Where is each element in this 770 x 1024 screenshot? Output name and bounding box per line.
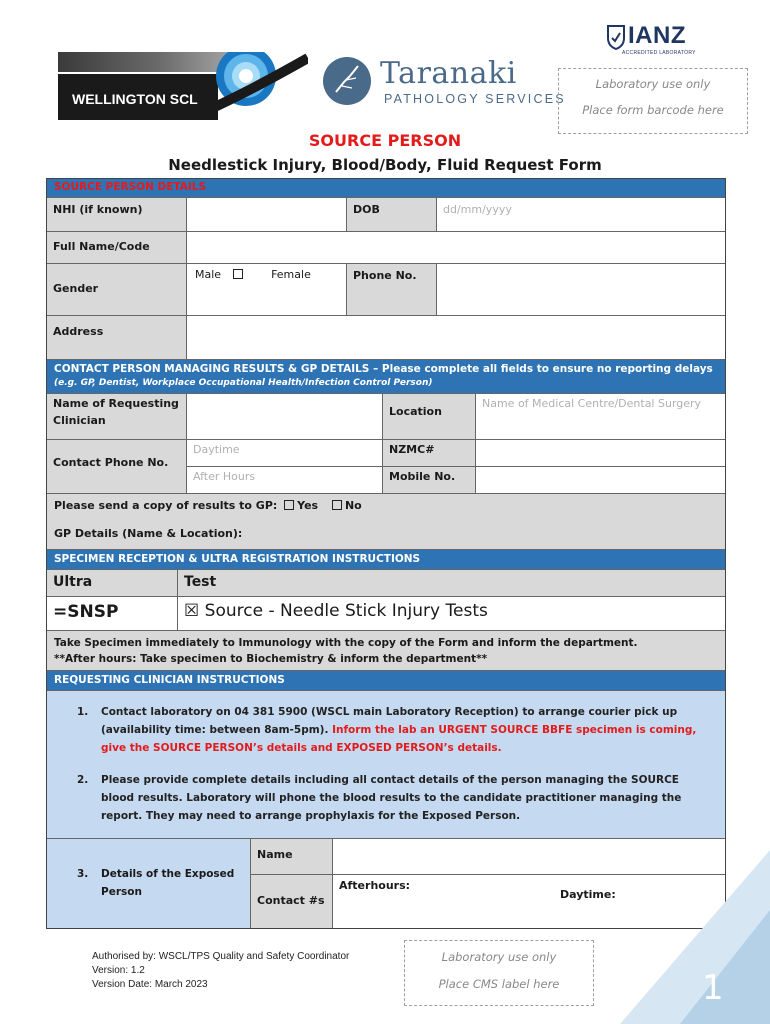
nzmc-mobile-fields [475, 440, 725, 493]
instructions-list [47, 691, 725, 849]
afterhours-phone-field[interactable] [187, 467, 382, 493]
taranaki-emblem-icon [322, 56, 372, 106]
nzmc-mobile-labels [382, 440, 475, 493]
requesting-clinician-field[interactable] [186, 394, 382, 439]
phone-field[interactable] [436, 264, 725, 315]
ultra-header: Ultra [53, 574, 93, 590]
exposed-person-labels [250, 839, 332, 928]
gender-row [47, 263, 725, 315]
specimen-note-line2: **After hours: Take specimen to Biochemistry & inform the department** [54, 653, 488, 665]
instruction-3-number: 3. [77, 868, 89, 880]
location-label: Location [382, 394, 475, 439]
specimen-heading: SPECIMEN RECEPTION & ULTRA REGISTRATION INSTRUCTIONS [47, 550, 725, 569]
instruction-item-2 [77, 771, 705, 825]
instruction-item-1 [77, 703, 705, 757]
gp-copy-row [47, 493, 725, 549]
specimen-note [54, 635, 638, 667]
lab-use-label-bottom: Laboratory use only [441, 950, 557, 964]
ultra-test-header-row [47, 569, 725, 596]
full-name-field[interactable] [186, 232, 725, 263]
gender-female-label: Female [271, 268, 311, 281]
gender-options [186, 264, 346, 315]
address-row [47, 315, 725, 359]
address-label: Address [47, 316, 186, 359]
tps-subtitle: PATHOLOGY SERVICES [384, 92, 566, 106]
footer-version-date: Version Date: March 2023 [92, 979, 208, 990]
lab-use-label: Laboratory use only [595, 77, 711, 91]
contact-section-heading-row [47, 359, 725, 393]
clinician-heading-row [47, 670, 725, 690]
request-form [46, 178, 726, 929]
afterhours-placeholder: After Hours [193, 470, 256, 483]
contact-section-heading [47, 360, 725, 393]
gp-copy-no-label: No [344, 499, 362, 512]
test-checked-box[interactable]: ☒ [184, 601, 200, 621]
gp-copy-line [54, 499, 362, 512]
exposed-person-label [77, 865, 247, 901]
exposed-daytime-label: Daytime: [560, 888, 616, 901]
gender-male-checkbox[interactable] [233, 269, 243, 279]
exposed-contacts-label: Contact #s [257, 894, 325, 907]
ianz-logo [606, 22, 696, 58]
mobile-field[interactable] [476, 467, 725, 493]
barcode-placeholder-box [558, 68, 748, 134]
exposed-afterhours-label: Afterhours: [339, 879, 411, 892]
address-field[interactable] [186, 316, 725, 359]
daytime-placeholder: Daytime [193, 443, 240, 456]
daytime-phone-field[interactable] [187, 440, 382, 467]
instruction-1-number: 1. [77, 706, 89, 718]
document-subtitle: Needlestick Injury, Blood/Body, Fluid Request Form [168, 156, 602, 174]
gp-copy-yes-checkbox[interactable] [284, 500, 294, 510]
barcode-label: Place form barcode here [582, 103, 724, 117]
footer-info [92, 950, 349, 992]
ianz-subtitle: ACCREDITED LABORATORY [622, 50, 696, 56]
gp-copy-label: Please send a copy of results to GP: [54, 499, 278, 512]
nhi-label: NHI (if known) [47, 198, 186, 231]
instruction-3-text: Details of the Exposed Person [101, 868, 235, 898]
location-field[interactable] [475, 394, 725, 439]
location-placeholder: Name of Medical Centre/Dental Surgery [482, 397, 702, 410]
contact-heading-example: (e.g. GP, Dentist, Workplace Occupational Health/Infection Control Person) [54, 378, 433, 388]
contact-heading-text: CONTACT PERSON MANAGING RESULTS & GP DETAILS – Please complete all fields to ensure no reporting delays [54, 363, 713, 375]
exposed-person-label-cell [47, 839, 250, 928]
contact-phone-label: Contact Phone No. [47, 440, 186, 493]
instruction-2-number: 2. [77, 774, 89, 786]
source-section-heading-row [47, 179, 725, 197]
instruction-1-urgent-text: Inform the lab an URGENT SOURCE BBFE specimen is coming, give the SOURCE PERSON’s details and EXPOSED PERSON’s details. [101, 724, 697, 754]
wellington-scl-logo [58, 52, 308, 122]
wscl-logo-text: WELLINGTON SCL [72, 91, 198, 107]
instruction-1-text: Contact laboratory on 04 381 5900 (WSCL main Laboratory Reception) to arrange courier pick up (availability time: between 8am-5pm). [101, 706, 678, 736]
specimen-note-line1: Take Specimen immediately to Immunology with the copy of the Form and inform the department. [54, 637, 638, 649]
contact-phone-fields [186, 440, 382, 493]
page-number: 1 [702, 968, 724, 1008]
corner-decoration [620, 850, 770, 1024]
phone-label: Phone No. [346, 264, 436, 315]
ultra-test-row [47, 596, 725, 630]
taranaki-pathology-logo [322, 56, 566, 112]
mobile-label: Mobile No. [389, 470, 456, 483]
gender-male-label: Male [195, 268, 222, 281]
ultra-code: =SNSP [53, 602, 119, 622]
requesting-clinician-label: Name of Requesting Clinician [47, 394, 186, 439]
specimen-heading-row [47, 549, 725, 569]
nhi-row [47, 197, 725, 231]
ianz-wordmark: IANZ [628, 22, 686, 49]
nzmc-label: NZMC# [383, 440, 475, 467]
cms-label-text: Place CMS label here [438, 977, 560, 991]
gp-copy-yes-label: Yes [297, 499, 319, 512]
full-name-row [47, 231, 725, 263]
exposed-name-label: Name [251, 839, 332, 875]
gp-copy-no-checkbox[interactable] [332, 500, 342, 510]
nzmc-field[interactable] [476, 440, 725, 467]
document-title: SOURCE PERSON [308, 131, 462, 150]
dob-placeholder: dd/mm/yyyy [443, 203, 512, 216]
full-name-label: Full Name/Code [47, 232, 186, 263]
tps-name: Taranaki [380, 56, 517, 91]
footer-authorised: Authorised by: WSCL/TPS Quality and Safety Coordinator [92, 951, 350, 962]
source-section-heading: SOURCE PERSON DETAILS [47, 179, 725, 197]
instruction-2-text: Please provide complete details including all contact details of the person managing the SOURCE blood results. Laboratory will phone the blood results to the candidate practitioner managing the report. They may need to arrange prophylaxis for the Exposed Person. [101, 774, 682, 822]
gp-details-label: GP Details (Name & Location): [54, 527, 243, 540]
ianz-emblem-icon [606, 24, 626, 50]
nhi-field[interactable] [186, 198, 346, 231]
specimen-note-row [47, 630, 725, 670]
cms-label-placeholder-box [404, 940, 594, 1006]
test-name: Source - Needle Stick Injury Tests [204, 601, 488, 621]
test-option [177, 597, 725, 630]
instructions-block [47, 690, 725, 838]
test-header: Test [177, 570, 725, 596]
footer-version: Version: 1.2 [92, 965, 145, 976]
contact-phone-row [47, 439, 725, 493]
clinician-row [47, 393, 725, 439]
clinician-heading: REQUESTING CLINICIAN INSTRUCTIONS [47, 671, 725, 690]
gender-label: Gender [47, 264, 186, 315]
dob-label: DOB [346, 198, 436, 231]
dob-field[interactable] [436, 198, 725, 231]
